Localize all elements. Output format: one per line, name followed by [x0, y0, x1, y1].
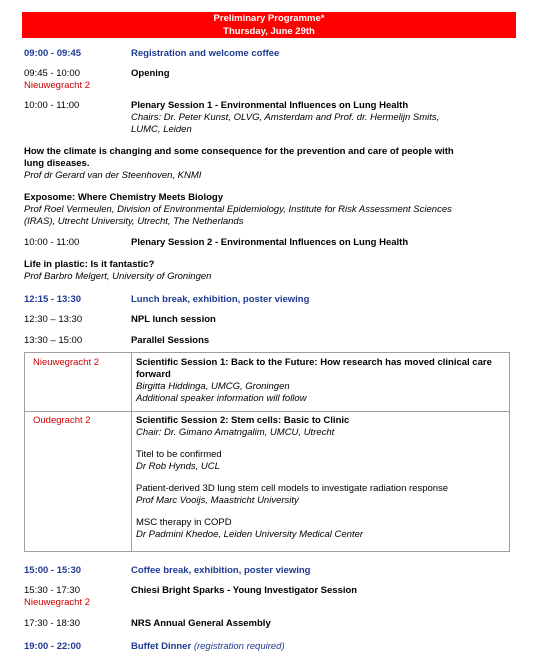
sci2-talk2-speaker: Prof Marc Vooijs, Maastricht University: [136, 495, 299, 506]
coffee-time: 15:00 - 15:30: [24, 565, 82, 576]
dinner-entry: [131, 641, 285, 653]
talk-exposome-title: Exposome: Where Chemistry Meets Biology: [24, 192, 224, 203]
plenary2-title: Plenary Session 2 - Environmental Influences on Lung Health: [131, 237, 409, 248]
registration-title: Registration and welcome coffee: [131, 48, 280, 59]
plenary1-chairs-cont: LUMC, Leiden: [131, 124, 192, 135]
sci2-talk3-title: MSC therapy in COPD: [136, 517, 232, 528]
sparks-time: 15:30 - 17:30: [24, 585, 80, 596]
sci1-location: Nieuwegracht 2: [33, 357, 100, 368]
sparks-title: Chiesi Bright Sparks - Young Investigator Session: [131, 585, 358, 596]
sci2-talk1-speaker: Dr Rob Hynds, UCL: [136, 461, 220, 472]
assembly-title: NRS Annual General Assembly: [131, 618, 271, 629]
talk-plastic-title: Life in plastic: Is it fantastic?: [24, 259, 155, 270]
table-row-divider: [25, 411, 509, 412]
talk-exposome-speaker: Prof Roel Vermeulen, Division of Environmental Epidemiology, Institute for Risk Assessment Sciences: [24, 204, 452, 215]
talk-exposome-speaker-cont: (IRAS), Utrecht University, Utrecht, The Netherlands: [24, 216, 244, 227]
dinner-note: (registration required): [193, 641, 285, 652]
lunch-time: 12:15 - 13:30: [24, 294, 82, 305]
talk-climate-speaker: Prof dr Gerard van der Steenhoven, KNMI: [24, 170, 202, 181]
dinner-time: 19:00 - 22:00: [24, 641, 82, 652]
parallel-time: 13:30 – 15:00: [24, 335, 83, 346]
talk-climate-title: How the climate is changing and some consequence for the prevention and care of people with: [24, 146, 454, 157]
parallel-sessions-table: [24, 352, 510, 552]
sci2-location: Oudegracht 2: [33, 415, 91, 426]
sci2-talk2-title: Patient-derived 3D lung stem cell models to investigate radiation response: [136, 483, 449, 494]
sci2-talk3-speaker: Dr Padmini Khedoe, Leiden University Medical Center: [136, 529, 364, 540]
assembly-time: 17:30 - 18:30: [24, 618, 80, 629]
opening-location: Nieuwegracht 2: [24, 80, 91, 91]
sci1-title-cont: forward: [136, 369, 171, 380]
table-column-divider: [131, 353, 132, 551]
header-title: Preliminary Programme*: [213, 13, 325, 24]
plenary1-time: 10:00 - 11:00: [24, 100, 80, 111]
opening-time: 09:45 - 10:00: [24, 68, 80, 79]
programme-header: [22, 12, 516, 38]
plenary1-title: Plenary Session 1 - Environmental Influences on Lung Health: [131, 100, 409, 111]
header-date: Thursday, June 29th: [223, 26, 315, 37]
plenary2-time: 10:00 - 11:00: [24, 237, 80, 248]
sci1-speaker: Birgitta Hiddinga, UMCG, Groningen: [136, 381, 290, 392]
npl-title: NPL lunch session: [131, 314, 216, 325]
npl-time: 12:30 – 13:30: [24, 314, 83, 325]
plenary1-chairs: Chairs: Dr. Peter Kunst, OLVG, Amsterdam and Prof. dr. Hermelijn Smits,: [131, 112, 440, 123]
coffee-title: Coffee break, exhibition, poster viewing: [131, 565, 311, 576]
opening-title: Opening: [131, 68, 170, 79]
sci2-chair: Chair: Dr. Gimano Amatngalim, UMCU, Utrecht: [136, 427, 335, 438]
sci2-talk1-title: Titel to be confirmed: [136, 449, 222, 460]
talk-plastic-speaker: Prof Barbro Melgert, University of Groningen: [24, 271, 212, 282]
registration-time: 09:00 - 09:45: [24, 48, 82, 59]
dinner-title: Buffet Dinner: [131, 641, 192, 652]
sci1-speaker-note: Additional speaker information will follow: [136, 393, 307, 404]
sci2-title: Scientific Session 2: Stem cells: Basic to Clinic: [136, 415, 350, 426]
parallel-title: Parallel Sessions: [131, 335, 210, 346]
lunch-title: Lunch break, exhibition, poster viewing: [131, 294, 310, 305]
sparks-location: Nieuwegracht 2: [24, 597, 91, 608]
sci1-title: Scientific Session 1: Back to the Future: How research has moved clinical care: [136, 357, 492, 368]
talk-climate-title-cont: lung diseases.: [24, 158, 90, 169]
